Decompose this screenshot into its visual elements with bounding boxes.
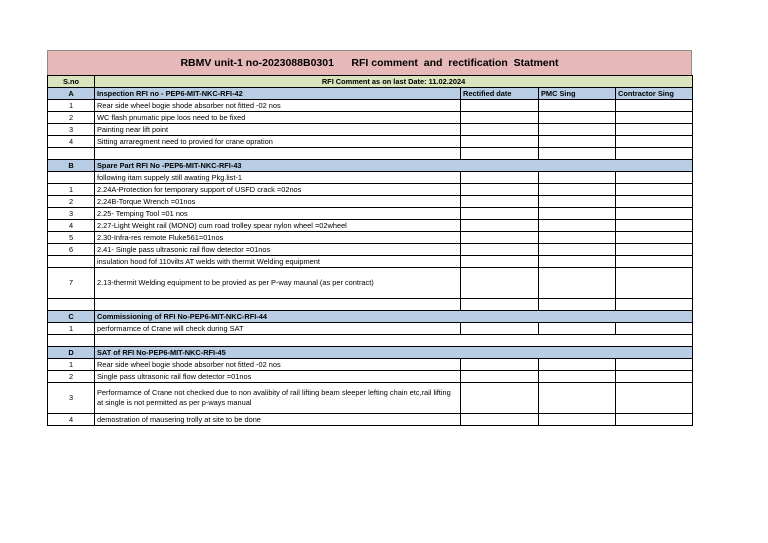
- rectified-date-cell[interactable]: [461, 371, 539, 383]
- rectified-date-cell[interactable]: [461, 112, 539, 124]
- table-row: [48, 184, 693, 196]
- section-row: [48, 311, 693, 323]
- table-row: [48, 172, 693, 184]
- row-sno: 3: [48, 124, 95, 136]
- row-text: following itam suppely still awating Pkg.list-1: [95, 172, 461, 184]
- section-letter: C: [48, 311, 95, 323]
- row-text: Rear side wheel bogie shode absorber not fitted -02 nos: [95, 100, 461, 112]
- contractor-sign-cell[interactable]: [616, 268, 693, 299]
- header-row: [48, 76, 693, 88]
- comment-header: RFI Comment as on last Date: 11.02.2024: [95, 76, 693, 88]
- pmc-sign-cell[interactable]: [539, 383, 616, 414]
- row-text: Sitting arraregment need to provied for crane opration: [95, 136, 461, 148]
- contractor-sign-cell[interactable]: [616, 112, 693, 124]
- rectified-date-cell[interactable]: [461, 172, 539, 184]
- rfi-sheet: [47, 50, 692, 426]
- contractor-sign-cell[interactable]: [616, 371, 693, 383]
- table-row: [48, 112, 693, 124]
- pmc-sign-header: PMC Sing: [539, 88, 616, 100]
- table-row: [48, 323, 693, 335]
- row-sno: 1: [48, 184, 95, 196]
- row-text: 2.25- Temping Tool =01 nos: [95, 208, 461, 220]
- row-sno: [48, 172, 95, 184]
- row-text: WC flash pnumatic pipe loos need to be fixed: [95, 112, 461, 124]
- empty-row: [48, 335, 693, 347]
- contractor-sign-cell[interactable]: [616, 196, 693, 208]
- pmc-sign-cell[interactable]: [539, 256, 616, 268]
- pmc-sign-cell[interactable]: [539, 244, 616, 256]
- rectified-date-cell[interactable]: [461, 383, 539, 414]
- pmc-sign-cell[interactable]: [539, 184, 616, 196]
- rectified-date-cell[interactable]: [461, 184, 539, 196]
- section-title: Inspection RFI no - PEP6-MIT-NKC-RFI-42: [95, 88, 461, 100]
- section-letter: A: [48, 88, 95, 100]
- contractor-sign-cell[interactable]: [616, 414, 693, 426]
- table-row: [48, 268, 693, 299]
- contractor-sign-cell[interactable]: [616, 136, 693, 148]
- section-row: [48, 160, 693, 172]
- section-title: Spare Part RFI No -PEP6-MIT-NKC-RFI-43: [95, 160, 693, 172]
- row-sno: 3: [48, 383, 95, 414]
- rectified-date-header: Rectified date: [461, 88, 539, 100]
- contractor-sign-cell[interactable]: [616, 244, 693, 256]
- pmc-sign-cell[interactable]: [539, 208, 616, 220]
- section-letter: B: [48, 160, 95, 172]
- pmc-sign-cell[interactable]: [539, 371, 616, 383]
- contractor-sign-cell[interactable]: [616, 323, 693, 335]
- rectified-date-cell[interactable]: [461, 232, 539, 244]
- pmc-sign-cell[interactable]: [539, 414, 616, 426]
- pmc-sign-cell[interactable]: [539, 359, 616, 371]
- rectified-date-cell[interactable]: [461, 268, 539, 299]
- pmc-sign-cell[interactable]: [539, 136, 616, 148]
- rectified-date-cell[interactable]: [461, 100, 539, 112]
- rectified-date-cell[interactable]: [461, 256, 539, 268]
- rectified-date-cell[interactable]: [461, 196, 539, 208]
- pmc-sign-cell[interactable]: [539, 268, 616, 299]
- row-sno: 2: [48, 196, 95, 208]
- row-sno: 3: [48, 208, 95, 220]
- row-sno: [48, 256, 95, 268]
- row-text: Painting near lift point: [95, 124, 461, 136]
- empty-row: [48, 148, 693, 160]
- rectified-date-cell[interactable]: [461, 323, 539, 335]
- rectified-date-cell[interactable]: [461, 220, 539, 232]
- rectified-date-cell[interactable]: [461, 124, 539, 136]
- contractor-sign-header: Contractor Sing: [616, 88, 693, 100]
- sno-header: S.no: [48, 76, 95, 88]
- contractor-sign-cell[interactable]: [616, 124, 693, 136]
- rectified-date-cell[interactable]: [461, 359, 539, 371]
- table-row: [48, 136, 693, 148]
- section-row: [48, 88, 693, 100]
- table-row: [48, 232, 693, 244]
- section-row: [48, 347, 693, 359]
- row-sno: 1: [48, 100, 95, 112]
- contractor-sign-cell[interactable]: [616, 208, 693, 220]
- table-row: [48, 100, 693, 112]
- contractor-sign-cell[interactable]: [616, 232, 693, 244]
- pmc-sign-cell[interactable]: [539, 232, 616, 244]
- rectified-date-cell[interactable]: [461, 244, 539, 256]
- contractor-sign-cell[interactable]: [616, 172, 693, 184]
- contractor-sign-cell[interactable]: [616, 256, 693, 268]
- contractor-sign-cell[interactable]: [616, 383, 693, 414]
- row-text: Rear side wheel bogie shode absorber not fitted -02 nos: [95, 359, 461, 371]
- row-sno: 1: [48, 323, 95, 335]
- row-sno: 4: [48, 414, 95, 426]
- row-text: performarnce of Crane will check during SAT: [95, 323, 461, 335]
- contractor-sign-cell[interactable]: [616, 220, 693, 232]
- section-letter: D: [48, 347, 95, 359]
- row-sno: 5: [48, 232, 95, 244]
- table-row: [48, 124, 693, 136]
- row-text: Performarnce of Crane not checked due to non avalibity of rail lifting beam sleeper lefting chain etc,rail lifting at single is not permitted as per p-ways manual: [95, 383, 461, 414]
- pmc-sign-cell[interactable]: [539, 112, 616, 124]
- pmc-sign-cell[interactable]: [539, 220, 616, 232]
- row-sno: 4: [48, 136, 95, 148]
- sheet-title: RBMV unit-1 no-2023088B0301 RFI comment and rectification Statment: [47, 50, 692, 75]
- row-text: 2.13-thermit Welding equipment to be provied as per P-way maunal (as per contract): [95, 268, 461, 299]
- contractor-sign-cell[interactable]: [616, 359, 693, 371]
- rectified-date-cell[interactable]: [461, 208, 539, 220]
- pmc-sign-cell[interactable]: [539, 124, 616, 136]
- contractor-sign-cell[interactable]: [616, 100, 693, 112]
- table-row: [48, 371, 693, 383]
- row-text: 2.24B-Torque Wrench =01nos: [95, 196, 461, 208]
- section-title: SAT of RFI No-PEP6-MIT-NKC-RFI-45: [95, 347, 693, 359]
- pmc-sign-cell[interactable]: [539, 323, 616, 335]
- row-text: 2.30-Infra-res remote Fluke561=01nos: [95, 232, 461, 244]
- pmc-sign-cell[interactable]: [539, 196, 616, 208]
- table-row: [48, 196, 693, 208]
- row-text: 2.24A-Protection for temporary support of USFD crack =02nos: [95, 184, 461, 196]
- row-sno: 7: [48, 268, 95, 299]
- row-text: insulation hood fof 110vilts AT welds with thermit Welding equipment: [95, 256, 461, 268]
- table-row: [48, 383, 693, 414]
- pmc-sign-cell[interactable]: [539, 100, 616, 112]
- table-row: [48, 359, 693, 371]
- rectified-date-cell[interactable]: [461, 136, 539, 148]
- rectified-date-cell[interactable]: [461, 414, 539, 426]
- empty-row: [48, 299, 693, 311]
- section-title: Commissioning of RFI No-PEP6-MIT-NKC-RFI-44: [95, 311, 693, 323]
- row-sno: 2: [48, 371, 95, 383]
- row-text: 2.27-Light Weight rail (MONO) cum road trolley spear nylon wheel =02wheel: [95, 220, 461, 232]
- row-text: demostration of mausering trolly at site to be done: [95, 414, 461, 426]
- row-sno: 6: [48, 244, 95, 256]
- row-sno: 2: [48, 112, 95, 124]
- row-text: Single pass ultrasonic rail flow detector =01nos: [95, 371, 461, 383]
- table-row: [48, 208, 693, 220]
- contractor-sign-cell[interactable]: [616, 184, 693, 196]
- rfi-table: [47, 75, 693, 426]
- pmc-sign-cell[interactable]: [539, 172, 616, 184]
- row-sno: 1: [48, 359, 95, 371]
- row-sno: 4: [48, 220, 95, 232]
- table-row: [48, 414, 693, 426]
- table-row: [48, 220, 693, 232]
- table-row: [48, 244, 693, 256]
- table-row: [48, 256, 693, 268]
- row-text: 2.41- Single pass ultrasonic rail flow detector =01nos: [95, 244, 461, 256]
